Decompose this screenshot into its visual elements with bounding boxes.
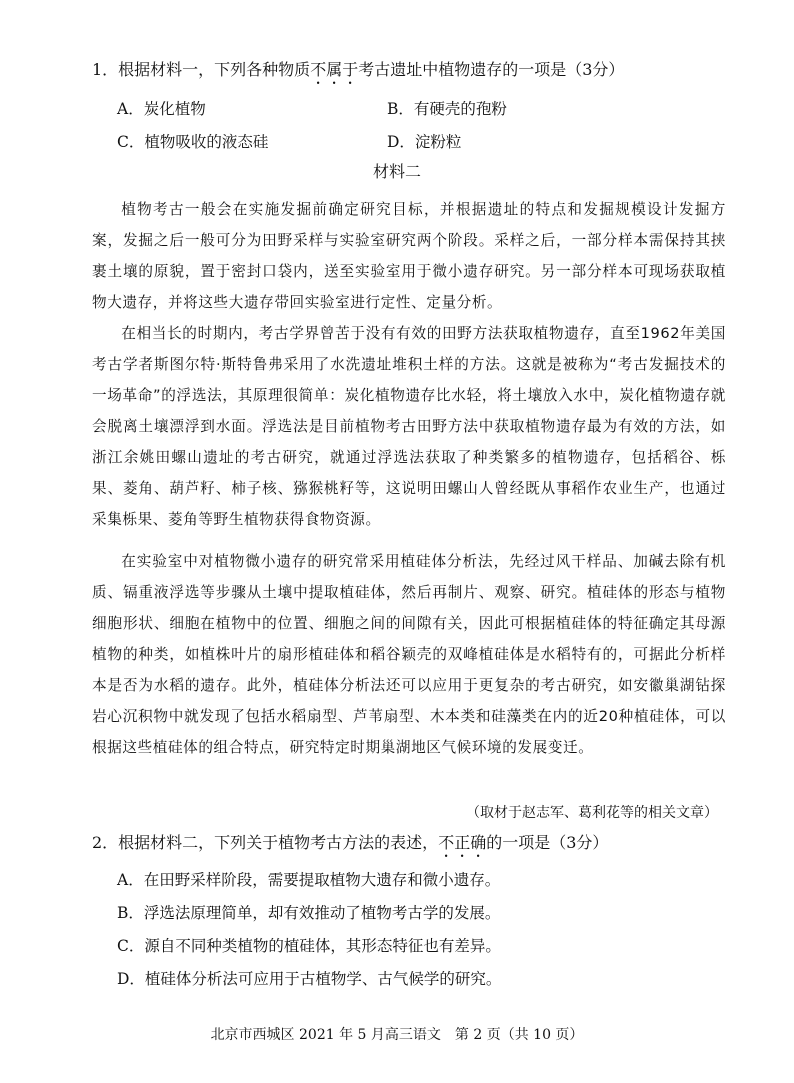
question-2-option-d: D．植硅体分析法可应用于古植物学、古气候学的研究。 (117, 970, 502, 988)
question-1-stem (92, 58, 624, 88)
material-2-paragraph-1: 植物考古一般会在实施发掘前确定研究目标，并根据遗址的特点和发掘规模设计发掘方案，发掘之后一般可分为田野采样与实验室研究两个阶段。采样之后，一部分样本需保持其挟裹土壤的原貌，置于密封口袋内，送至实验室用于微小遗存研究。另一部分样本可现场获取植物大遗存，并将这些大遗存带回实验室进行定性、定量分析。 (92, 201, 726, 311)
material-2-source: （取材于赵志军、葛利花等的相关文章） (466, 805, 718, 821)
question-1-option-d: D．淀粉粒 (387, 133, 462, 151)
question-2-stem-text-end: 的一项是（3分） (486, 833, 609, 852)
question-1-option-a: A．炭化植物 (117, 100, 206, 118)
material-2-paragraph-3: 在实验室中对植物微小遗存的研究常采用植硅体分析法，先经过风干样品、加碱去除有机质、镉重液浮选等步骤从土壤中提取植硅体，然后再制片、观察、研究。植硅体的形态与植物细胞形状、细胞在植物中的位置、细胞之间的间隙有关，因此可根据植硅体的特征确定其母源植物的种类，如植株叶片的扇形植硅体和稻谷颖壳的双峰植硅体是水稻特有的，可据此分析样本是否为水稻的遗存。此外，植硅体分析法还可以应用于更复杂的考古研究，如安徽巢湖钻探岩心沉积物中就发现了包括水稻扇型、芦苇扇型、木本类和硅藻类在内的近20种植硅体，可以根据这些植硅体的组合特点，研究特定时期巢湖地区气候环境的发展变迁。 (92, 553, 726, 756)
question-2-stem (92, 831, 608, 861)
material-2-title: 材料二 (372, 162, 421, 181)
question-2-option-a: A．在田野采样阶段，需要提取植物大遗存和微小遗存。 (117, 871, 501, 889)
question-2-stem-text: 2．根据材料二，下列关于植物考古方法的表述， (92, 833, 439, 852)
question-2-option-c: C．源自不同种类植物的植硅体，其形态特征也有差异。 (117, 937, 501, 955)
material-2-paragraph-2: 在相当长的时期内，考古学界曾苦于没有有效的田野方法获取植物遗存，直至1962年美国考古学者斯图尔特·斯特鲁弗采用了水洗遗址堆积土样的方法。这就是被称为“考古发掘技术的一场革命”的浮选法，其原理很简单：炭化植物遗存比水轻，将土壤放入水中，炭化植物遗存就会脱离土壤漂浮到水面。浮选法是目前植物考古田野方法中获取植物遗存最为有效的方法，如浙江余姚田螺山遗址的考古研究，就通过浮选法获取了种类繁多的植物遗存，包括稻谷、栎果、菱角、葫芦籽、柿子核、猕猴桃籽等，这说明田螺山人曾经既从事稻作农业生产，也通过采集栎果、菱角等野生植物获得食物资源。 (92, 325, 726, 528)
question-1-option-b: B．有硬壳的孢粉 (387, 100, 507, 118)
page-footer: 北京市西城区 2021 年 5 月高三语文 第 2 页（共 10 页） (210, 1027, 584, 1043)
question-1-option-c: C．植物吸收的液态硅 (117, 133, 269, 151)
question-2-emphasis: 不正确 (438, 833, 487, 852)
question-2-option-b: B．浮选法原理简单，却有效推动了植物考古学的发展。 (117, 904, 501, 922)
question-1-stem-text: 1．根据材料一，下列各种物质 (92, 60, 311, 79)
question-1-emphasis: 不属于 (310, 60, 359, 79)
question-1-stem-text-end: 考古遗址中植物遗存的一项是（3分） (358, 60, 625, 79)
